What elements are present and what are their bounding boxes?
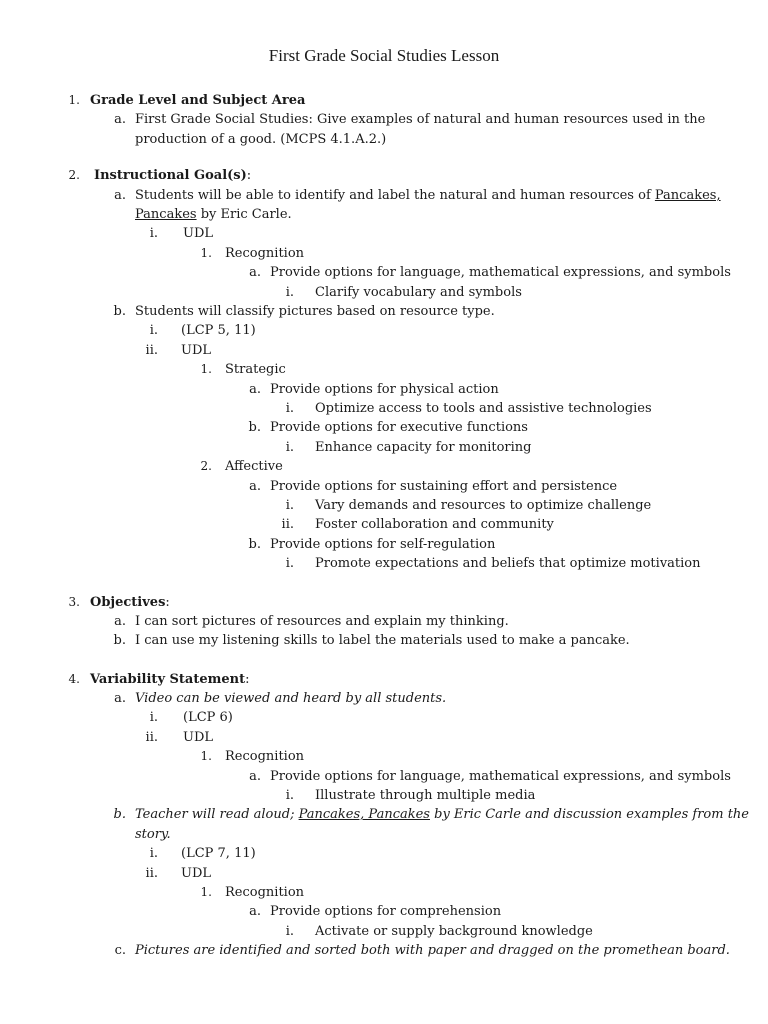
list-item: [0, 535, 768, 555]
document-title: First Grade Social Studies Lesson: [268, 46, 500, 65]
list-item-text: (LCP 5, 11): [181, 323, 256, 338]
list-marker: a.: [114, 112, 126, 127]
list-item: [0, 438, 768, 458]
list-item-text: by Eric Carle and discussion examples from the: [429, 807, 749, 822]
list-marker: a.: [249, 382, 261, 397]
list-item-text: Provide options for language, mathematical expressions, and symbols: [270, 265, 731, 280]
heading-colon: :: [245, 672, 250, 687]
list-item-text: Strategic: [225, 362, 286, 377]
list-marker: i.: [285, 401, 294, 416]
section-heading: Grade Level and Subject Area: [90, 93, 306, 108]
list-item: [0, 477, 768, 497]
list-item-text: Affective: [225, 459, 283, 474]
list-item: [0, 224, 768, 244]
list-item: [0, 283, 768, 303]
list-item-text: I can use my listening skills to label the materials used to make a pancake.: [135, 633, 630, 648]
list-item: [0, 321, 768, 341]
list-item-text: UDL: [181, 343, 212, 358]
list-item: [0, 612, 768, 632]
list-marker: ii.: [145, 866, 158, 881]
list-item-continuation: [0, 130, 768, 150]
list-marker: 2.: [68, 168, 80, 182]
list-item: [0, 728, 768, 748]
list-item-continuation: [0, 825, 768, 845]
list-marker: a.: [249, 769, 261, 784]
list-item-text: Recognition: [225, 885, 305, 900]
list-item: [0, 360, 768, 380]
list-item: [0, 554, 768, 574]
list-item: [0, 689, 768, 709]
list-marker: a.: [249, 904, 261, 919]
list-marker: 1.: [68, 93, 80, 107]
section-1-heading-row: [0, 91, 768, 111]
book-title-underlined: Pancakes: [135, 207, 197, 222]
list-marker: i.: [149, 710, 158, 725]
list-marker: b.: [113, 633, 126, 648]
list-marker: i.: [149, 323, 158, 338]
list-item-text: Promote expectations and beliefs that optimize motivation: [315, 556, 701, 571]
list-item: [0, 244, 768, 264]
list-item: [0, 844, 768, 864]
list-item: [0, 380, 768, 400]
list-item-text: UDL: [183, 226, 214, 241]
list-item: [0, 418, 768, 438]
list-marker: a.: [114, 188, 126, 203]
list-item-text: UDL: [183, 730, 214, 745]
list-item-text: Foster collaboration and community: [315, 517, 554, 532]
list-item-text: UDL: [181, 866, 212, 881]
list-item-continuation: [0, 205, 768, 225]
list-item-text: by Eric Carle.: [196, 207, 292, 222]
list-item-text: (LCP 6): [183, 710, 233, 725]
list-item-text: Provide options for sustaining effort and persistence: [270, 479, 618, 494]
section-3-heading-row: [0, 593, 768, 613]
list-marker: i.: [149, 226, 158, 241]
list-item-text: Recognition: [225, 246, 305, 261]
list-item-text: Enhance capacity for monitoring: [315, 440, 532, 455]
list-item: [0, 708, 768, 728]
section-heading: Objectives: [90, 595, 166, 610]
list-marker: 3.: [68, 595, 80, 609]
list-item-text: First Grade Social Studies: Give examples of natural and human resources used in the: [135, 112, 706, 127]
list-item: [0, 805, 768, 825]
heading-colon: :: [165, 595, 170, 610]
list-item-text: I can sort pictures of resources and explain my thinking.: [135, 614, 509, 629]
list-item: [0, 110, 768, 130]
list-item: [0, 399, 768, 419]
section-heading: Variability Statement: [90, 672, 246, 687]
list-item-text: Clarify vocabulary and symbols: [315, 285, 522, 300]
list-item: [0, 747, 768, 767]
list-item-text: Provide options for self-regulation: [270, 537, 496, 552]
list-marker: b.: [248, 537, 261, 552]
list-marker: 4.: [68, 672, 80, 686]
section-4-heading-row: [0, 670, 768, 690]
list-item-text: Recognition: [225, 749, 305, 764]
list-marker: i.: [285, 924, 294, 939]
list-item: [0, 496, 768, 516]
list-item-text: Illustrate through multiple media: [315, 788, 536, 803]
list-item: [0, 883, 768, 903]
list-marker: i.: [285, 556, 294, 571]
list-item-text: Teacher will read aloud;: [135, 807, 299, 822]
list-marker: b.: [248, 420, 261, 435]
list-marker: i.: [285, 440, 294, 455]
list-item-text: Students will be able to identify and label the natural and human resources of: [135, 188, 655, 203]
list-marker: a.: [249, 479, 261, 494]
list-marker: i.: [285, 498, 294, 513]
list-item: [0, 767, 768, 787]
list-item-text: (LCP 7, 11): [181, 846, 256, 861]
section-2-heading-row: [0, 166, 768, 186]
list-item: [0, 631, 768, 651]
list-item: [0, 341, 768, 361]
list-item: [0, 263, 768, 283]
list-item-text: Provide options for comprehension: [270, 904, 502, 919]
list-item-text: Activate or supply background knowledge: [315, 924, 593, 939]
list-marker: 2.: [200, 459, 212, 473]
list-item-text: Optimize access to tools and assistive technologies: [315, 401, 652, 416]
book-title-underlined: Pancakes, Pancakes: [298, 807, 430, 822]
list-item: [0, 302, 768, 322]
list-marker: b.: [113, 807, 126, 822]
list-item-text: Students will classify pictures based on resource type.: [135, 304, 495, 319]
list-item: [0, 864, 768, 884]
list-item-text: Provide options for language, mathematical expressions, and symbols: [270, 769, 731, 784]
list-marker: i.: [285, 285, 294, 300]
list-marker: 1.: [200, 362, 212, 376]
list-item: [0, 457, 768, 477]
list-item: [0, 922, 768, 942]
list-marker: a.: [114, 614, 126, 629]
list-item-text: story.: [135, 827, 171, 842]
list-marker: 1.: [200, 885, 212, 899]
list-item-text: Vary demands and resources to optimize challenge: [315, 498, 652, 513]
list-marker: b.: [113, 304, 126, 319]
list-item: [0, 902, 768, 922]
list-item: [0, 941, 768, 961]
list-marker: ii.: [281, 517, 294, 532]
list-marker: a.: [114, 691, 126, 706]
list-item-text: Pictures are identified and sorted both with paper and dragged on the promethean board.: [135, 943, 730, 958]
section-heading: Instructional Goal(s): [94, 168, 247, 183]
list-item: [0, 515, 768, 535]
book-title-underlined: Pancakes,: [654, 188, 721, 203]
list-marker: 1.: [200, 749, 212, 763]
list-marker: ii.: [145, 730, 158, 745]
list-item-text: Video can be viewed and heard by all students.: [135, 691, 447, 706]
list-marker: i.: [149, 846, 158, 861]
list-marker: 1.: [200, 246, 212, 260]
list-item-text: production of a good. (MCPS 4.1.A.2.): [135, 132, 387, 147]
heading-colon: :: [246, 168, 252, 183]
list-item: [0, 186, 768, 206]
list-item-text: Provide options for executive functions: [270, 420, 528, 435]
list-item: [0, 786, 768, 806]
list-marker: ii.: [145, 343, 158, 358]
list-marker: c.: [114, 943, 126, 958]
list-item-text: Provide options for physical action: [270, 382, 499, 397]
list-marker: i.: [285, 788, 294, 803]
list-marker: a.: [249, 265, 261, 280]
